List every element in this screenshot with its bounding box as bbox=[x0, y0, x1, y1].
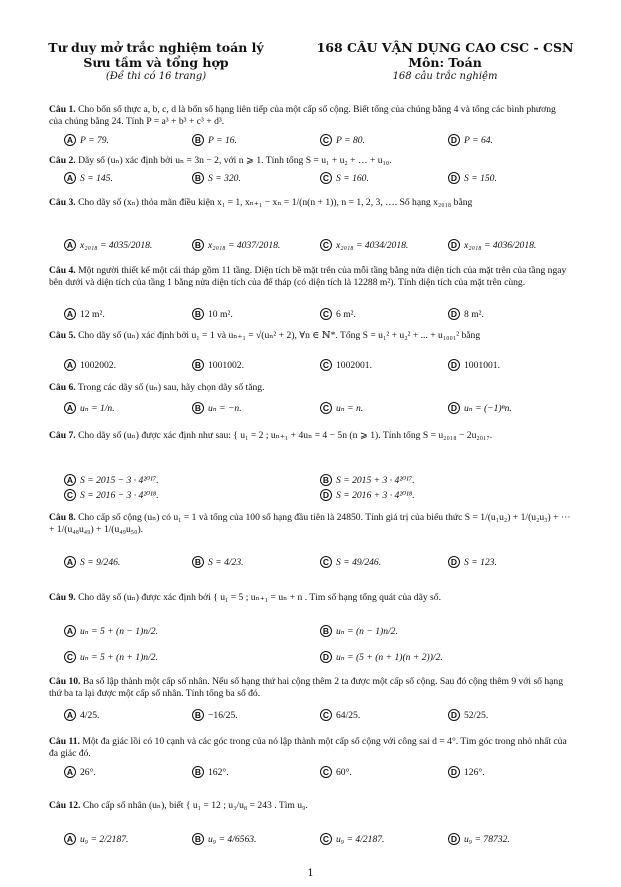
question-text: Cho dãy số (uₙ) xác định bởi u₁ = 1 và uₙ₊₁ = √(uₙ² + 2), ∀n ∈ ℕ*. Tổng S = u₁² + u₂² + ... + u₁₀₀₁² bằng bbox=[78, 330, 481, 341]
option-d[interactable] bbox=[448, 765, 485, 779]
option-letter-c: C bbox=[320, 402, 332, 414]
question-label: Câu 2. bbox=[49, 155, 76, 166]
option-d[interactable] bbox=[448, 401, 512, 415]
option-text: S = 150. bbox=[464, 172, 497, 184]
option-text: uₙ = (n − 1)n/2. bbox=[336, 625, 398, 637]
option-b[interactable] bbox=[192, 133, 237, 147]
option-b[interactable] bbox=[192, 171, 241, 185]
option-d[interactable] bbox=[448, 708, 488, 722]
option-letter-a: A bbox=[64, 833, 76, 845]
option-letter-b: B bbox=[192, 833, 204, 845]
option-letter-d: D bbox=[448, 556, 460, 568]
option-c[interactable] bbox=[320, 832, 384, 846]
option-text: u₉ = 78732. bbox=[464, 833, 510, 845]
option-letter-b: B bbox=[192, 134, 204, 146]
option-letter-b: B bbox=[192, 402, 204, 414]
option-a[interactable] bbox=[64, 171, 113, 185]
option-text: P = 80. bbox=[336, 134, 365, 146]
question-text: Cho dãy số (uₙ) được xác định bởi { u₁ = 5 ; uₙ₊₁ = uₙ + n . Tìm số hạng tổng quát của dãy số. bbox=[78, 592, 441, 603]
option-text: 6 m². bbox=[336, 308, 356, 320]
option-letter-a: A bbox=[64, 709, 76, 721]
option-letter-c: C bbox=[320, 239, 332, 251]
option-text: 12 m². bbox=[80, 308, 105, 320]
option-d[interactable] bbox=[320, 488, 415, 502]
option-text: S = 2015 − 3 · 4²⁰¹⁷. bbox=[80, 474, 159, 486]
option-d[interactable] bbox=[448, 832, 510, 846]
option-text: uₙ = 5 + (n + 1)n/2. bbox=[80, 651, 158, 663]
option-text: S = 2015 + 3 · 4²⁰¹⁷. bbox=[336, 474, 415, 486]
option-d[interactable] bbox=[448, 555, 497, 569]
question-label: Câu 5. bbox=[49, 330, 76, 341]
option-text: x₂₀₁₈ = 4037/2018. bbox=[208, 239, 281, 251]
option-b[interactable] bbox=[192, 238, 280, 252]
option-d[interactable] bbox=[448, 307, 484, 321]
question-label: Câu 3. bbox=[49, 197, 76, 208]
option-c[interactable] bbox=[320, 708, 360, 722]
option-letter-a: A bbox=[64, 172, 76, 184]
header-right-note: 168 câu trắc nghiệm bbox=[392, 71, 498, 82]
option-letter-c: C bbox=[320, 556, 332, 568]
option-text: 4/25. bbox=[80, 709, 100, 721]
option-c[interactable] bbox=[64, 488, 159, 502]
option-a[interactable] bbox=[64, 765, 96, 779]
option-letter-c: C bbox=[64, 489, 76, 501]
option-c[interactable] bbox=[320, 307, 356, 321]
question-8 bbox=[49, 512, 571, 536]
option-text: S = 123. bbox=[464, 556, 497, 568]
question-label: Câu 8. bbox=[49, 512, 76, 523]
option-b[interactable] bbox=[320, 624, 398, 638]
option-text: −16/25. bbox=[208, 709, 238, 721]
option-letter-a: A bbox=[64, 402, 76, 414]
option-text: S = 2016 − 3 · 4²⁰¹⁸. bbox=[80, 489, 159, 501]
header-right-title: 168 CÂU VẬN DỤNG CAO CSC - CSN bbox=[316, 40, 574, 55]
question-text: Ba số lập thành một cấp số nhân. Nếu số hạng thứ hai cộng thêm 2 ta được một cấp số cộng. Sau đó cộng thêm 9 với số hạng thứ ba ta lại được một cấp số nhân. Tính tổng ba số đó. bbox=[49, 676, 564, 699]
option-letter-c: C bbox=[320, 172, 332, 184]
option-a[interactable] bbox=[64, 708, 99, 722]
header-left bbox=[36, 40, 276, 83]
option-c[interactable] bbox=[64, 650, 158, 664]
option-letter-a: A bbox=[64, 766, 76, 778]
option-c[interactable] bbox=[320, 133, 365, 147]
question-9 bbox=[49, 592, 571, 604]
option-text: 52/25. bbox=[464, 709, 489, 721]
option-b[interactable] bbox=[192, 832, 256, 846]
option-text: 1001002. bbox=[208, 359, 244, 371]
option-letter-a: A bbox=[64, 359, 76, 371]
option-a[interactable] bbox=[64, 401, 115, 415]
question-text: Một đa giác lồi có 10 cạnh và các góc trong của nó lập thành một cấp số cộng với công sai d = 4°. Tìm góc trong nhỏ nhất của đa giác đó. bbox=[49, 736, 567, 759]
question-text: Cho bốn số thực a, b, c, d là bốn số hạng liên tiếp của một cấp số cộng. Biết tổng của chúng bằng 4 và tổng các bình phương của chúng bằng 24. Tính P = a³ + b³ + c³ + d³. bbox=[49, 104, 556, 127]
option-text: u₉ = 4/6563. bbox=[208, 833, 257, 845]
option-letter-b: B bbox=[192, 556, 204, 568]
question-7 bbox=[49, 430, 571, 442]
option-text: S = 49/246. bbox=[336, 556, 382, 568]
option-b[interactable] bbox=[192, 307, 233, 321]
option-letter-c: C bbox=[320, 134, 332, 146]
option-letter-b: B bbox=[192, 308, 204, 320]
header-right bbox=[300, 40, 590, 83]
option-a[interactable] bbox=[64, 624, 158, 638]
option-letter-d: D bbox=[448, 402, 460, 414]
option-b[interactable] bbox=[192, 765, 229, 779]
option-b[interactable] bbox=[192, 358, 244, 372]
option-letter-d: D bbox=[448, 833, 460, 845]
option-c[interactable] bbox=[320, 765, 352, 779]
option-letter-b: B bbox=[192, 709, 204, 721]
option-text: uₙ = 1/n. bbox=[80, 402, 115, 414]
option-d[interactable] bbox=[448, 133, 493, 147]
option-letter-c: C bbox=[320, 833, 332, 845]
option-letter-b: B bbox=[320, 625, 332, 637]
option-letter-d: D bbox=[448, 134, 460, 146]
option-letter-b: B bbox=[320, 474, 332, 486]
option-letter-b: B bbox=[192, 239, 204, 251]
option-a[interactable] bbox=[64, 473, 159, 487]
option-letter-c: C bbox=[320, 359, 332, 371]
option-letter-c: C bbox=[320, 766, 332, 778]
option-text: 26°. bbox=[80, 766, 96, 778]
question-label: Câu 6. bbox=[49, 382, 76, 393]
question-6 bbox=[49, 382, 571, 394]
option-text: 1002002. bbox=[80, 359, 116, 371]
header-right-subtitle: Môn: Toán bbox=[408, 55, 482, 70]
option-a[interactable] bbox=[64, 832, 128, 846]
option-c[interactable] bbox=[320, 358, 372, 372]
option-letter-d: D bbox=[320, 651, 332, 663]
question-text: Cho dãy số (uₙ) được xác định như sau: { u₁ = 2 ; uₙ₊₁ + 4uₙ = 4 − 5n (n ⩾ 1). Tính tổng S = u₂₀₁₈ − 2u₂₀₁₇. bbox=[78, 430, 493, 441]
option-letter-a: A bbox=[64, 474, 76, 486]
option-a[interactable] bbox=[64, 555, 120, 569]
question-4 bbox=[49, 265, 571, 289]
option-text: x₂₀₁₈ = 4035/2018. bbox=[80, 239, 153, 251]
option-text: S = 145. bbox=[80, 172, 113, 184]
option-letter-c: C bbox=[320, 709, 332, 721]
question-text: Cho dãy số (xₙ) thỏa mãn điều kiện x₁ = 1, xₙ₊₁ − xₙ = 1/(n(n + 1)), n = 1, 2, 3, …. Số hạng x₂₀₁₈ bằng bbox=[78, 197, 473, 208]
option-text: u₉ = 4/2187. bbox=[336, 833, 385, 845]
option-text: uₙ = (5 + (n + 1)(n + 2))/2. bbox=[336, 651, 443, 663]
option-c[interactable] bbox=[320, 401, 363, 415]
option-d[interactable] bbox=[448, 171, 497, 185]
question-12 bbox=[49, 800, 571, 812]
option-letter-a: A bbox=[64, 556, 76, 568]
option-letter-d: D bbox=[448, 709, 460, 721]
option-text: 8 m². bbox=[464, 308, 484, 320]
option-a[interactable] bbox=[64, 358, 116, 372]
option-text: P = 79. bbox=[80, 134, 109, 146]
option-b[interactable] bbox=[192, 555, 244, 569]
option-text: x₂₀₁₈ = 4034/2018. bbox=[336, 239, 409, 251]
option-letter-b: B bbox=[192, 172, 204, 184]
question-5 bbox=[49, 330, 571, 342]
option-letter-c: C bbox=[320, 308, 332, 320]
option-c[interactable] bbox=[320, 171, 369, 185]
option-text: 162°. bbox=[208, 766, 229, 778]
option-text: S = 160. bbox=[336, 172, 369, 184]
question-label: Câu 7. bbox=[49, 430, 76, 441]
option-text: S = 4/23. bbox=[208, 556, 244, 568]
option-text: 10 m². bbox=[208, 308, 233, 320]
question-text: Cho cấp số nhân (uₙ), biết { u₁ = 12 ; u₃/u₈ = 243 . Tìm u₉. bbox=[82, 800, 308, 811]
question-2 bbox=[49, 155, 571, 167]
option-text: uₙ = (−1)ⁿn. bbox=[464, 402, 512, 414]
option-letter-b: B bbox=[192, 766, 204, 778]
option-letter-d: D bbox=[448, 172, 460, 184]
question-1 bbox=[49, 104, 571, 128]
page-number: 1 bbox=[307, 868, 314, 879]
option-letter-d: D bbox=[448, 766, 460, 778]
option-letter-d: D bbox=[320, 489, 332, 501]
header-left-subtitle: Sưu tầm và tổng hợp bbox=[83, 55, 229, 70]
option-b[interactable] bbox=[320, 473, 415, 487]
option-d[interactable] bbox=[448, 238, 536, 252]
question-text: Cho cấp số cộng (uₙ) có u₁ = 1 và tổng của 100 số hạng đầu tiên là 24850. Tính giá trị của biểu thức S = 1/(u₁u₂) + 1/(u₂u₃) + ⋯ + 1/(u₄₈u₄₉) + 1/(u₄₉u₅₀). bbox=[49, 512, 571, 535]
option-letter-a: A bbox=[64, 134, 76, 146]
question-label: Câu 9. bbox=[49, 592, 76, 603]
option-a[interactable] bbox=[64, 238, 152, 252]
header-left-note: (Đề thi có 16 trang) bbox=[105, 71, 207, 82]
option-letter-b: B bbox=[192, 359, 204, 371]
question-3 bbox=[49, 197, 571, 209]
option-letter-a: A bbox=[64, 239, 76, 251]
option-text: P = 16. bbox=[208, 134, 237, 146]
option-text: uₙ = 5 + (n − 1)n/2. bbox=[80, 625, 158, 637]
question-text: Trong các dãy số (uₙ) sau, hãy chọn dãy số tăng. bbox=[77, 382, 265, 393]
option-text: S = 320. bbox=[208, 172, 241, 184]
option-b[interactable] bbox=[192, 401, 242, 415]
question-11 bbox=[49, 736, 571, 760]
option-letter-d: D bbox=[448, 308, 460, 320]
option-text: uₙ = −n. bbox=[208, 402, 242, 414]
question-label: Câu 1. bbox=[49, 104, 76, 115]
question-label: Câu 12. bbox=[49, 800, 81, 811]
question-text: Dãy số (uₙ) xác định bởi uₙ = 3n − 2, với n ⩾ 1. Tính tổng S = u₁ + u₂ + … + u₁₀. bbox=[78, 155, 392, 166]
question-10 bbox=[49, 676, 571, 700]
option-a[interactable] bbox=[64, 133, 109, 147]
option-letter-a: A bbox=[64, 308, 76, 320]
option-d[interactable] bbox=[448, 358, 500, 372]
option-letter-c: C bbox=[64, 651, 76, 663]
option-text: 60°. bbox=[336, 766, 352, 778]
option-text: 1002001. bbox=[336, 359, 372, 371]
option-b[interactable] bbox=[192, 708, 238, 722]
option-letter-d: D bbox=[448, 239, 460, 251]
question-text: Một người thiết kế một cái tháp gồm 11 tầng. Diện tích bề mặt trên của mỗi tầng bằng nửa diện tích của mặt trên của tầng ngay bên dưới và diện tích của tầng 1 bằng nửa diện tích của đế tháp (có diện tích là 12288 m²). Tính diện tích của mặt trên cùng. bbox=[49, 265, 567, 288]
question-label: Câu 11. bbox=[49, 736, 80, 747]
option-c[interactable] bbox=[320, 238, 408, 252]
option-text: S = 2016 + 3 · 4²⁰¹⁸. bbox=[336, 489, 415, 501]
option-c[interactable] bbox=[320, 555, 381, 569]
option-text: u₉ = 2/2187. bbox=[80, 833, 129, 845]
option-text: P = 64. bbox=[464, 134, 493, 146]
option-letter-d: D bbox=[448, 359, 460, 371]
option-text: 64/25. bbox=[336, 709, 361, 721]
option-text: 1001001. bbox=[464, 359, 500, 371]
option-text: x₂₀₁₈ = 4036/2018. bbox=[464, 239, 537, 251]
option-text: S = 9/246. bbox=[80, 556, 121, 568]
option-letter-a: A bbox=[64, 625, 76, 637]
option-d[interactable] bbox=[320, 650, 443, 664]
option-text: uₙ = n. bbox=[336, 402, 364, 414]
question-label: Câu 4. bbox=[49, 265, 76, 276]
option-a[interactable] bbox=[64, 307, 105, 321]
option-text: 126°. bbox=[464, 766, 485, 778]
header-left-title: Tư duy mở trắc nghiệm toán lý bbox=[48, 40, 264, 55]
question-label: Câu 10. bbox=[49, 676, 81, 687]
